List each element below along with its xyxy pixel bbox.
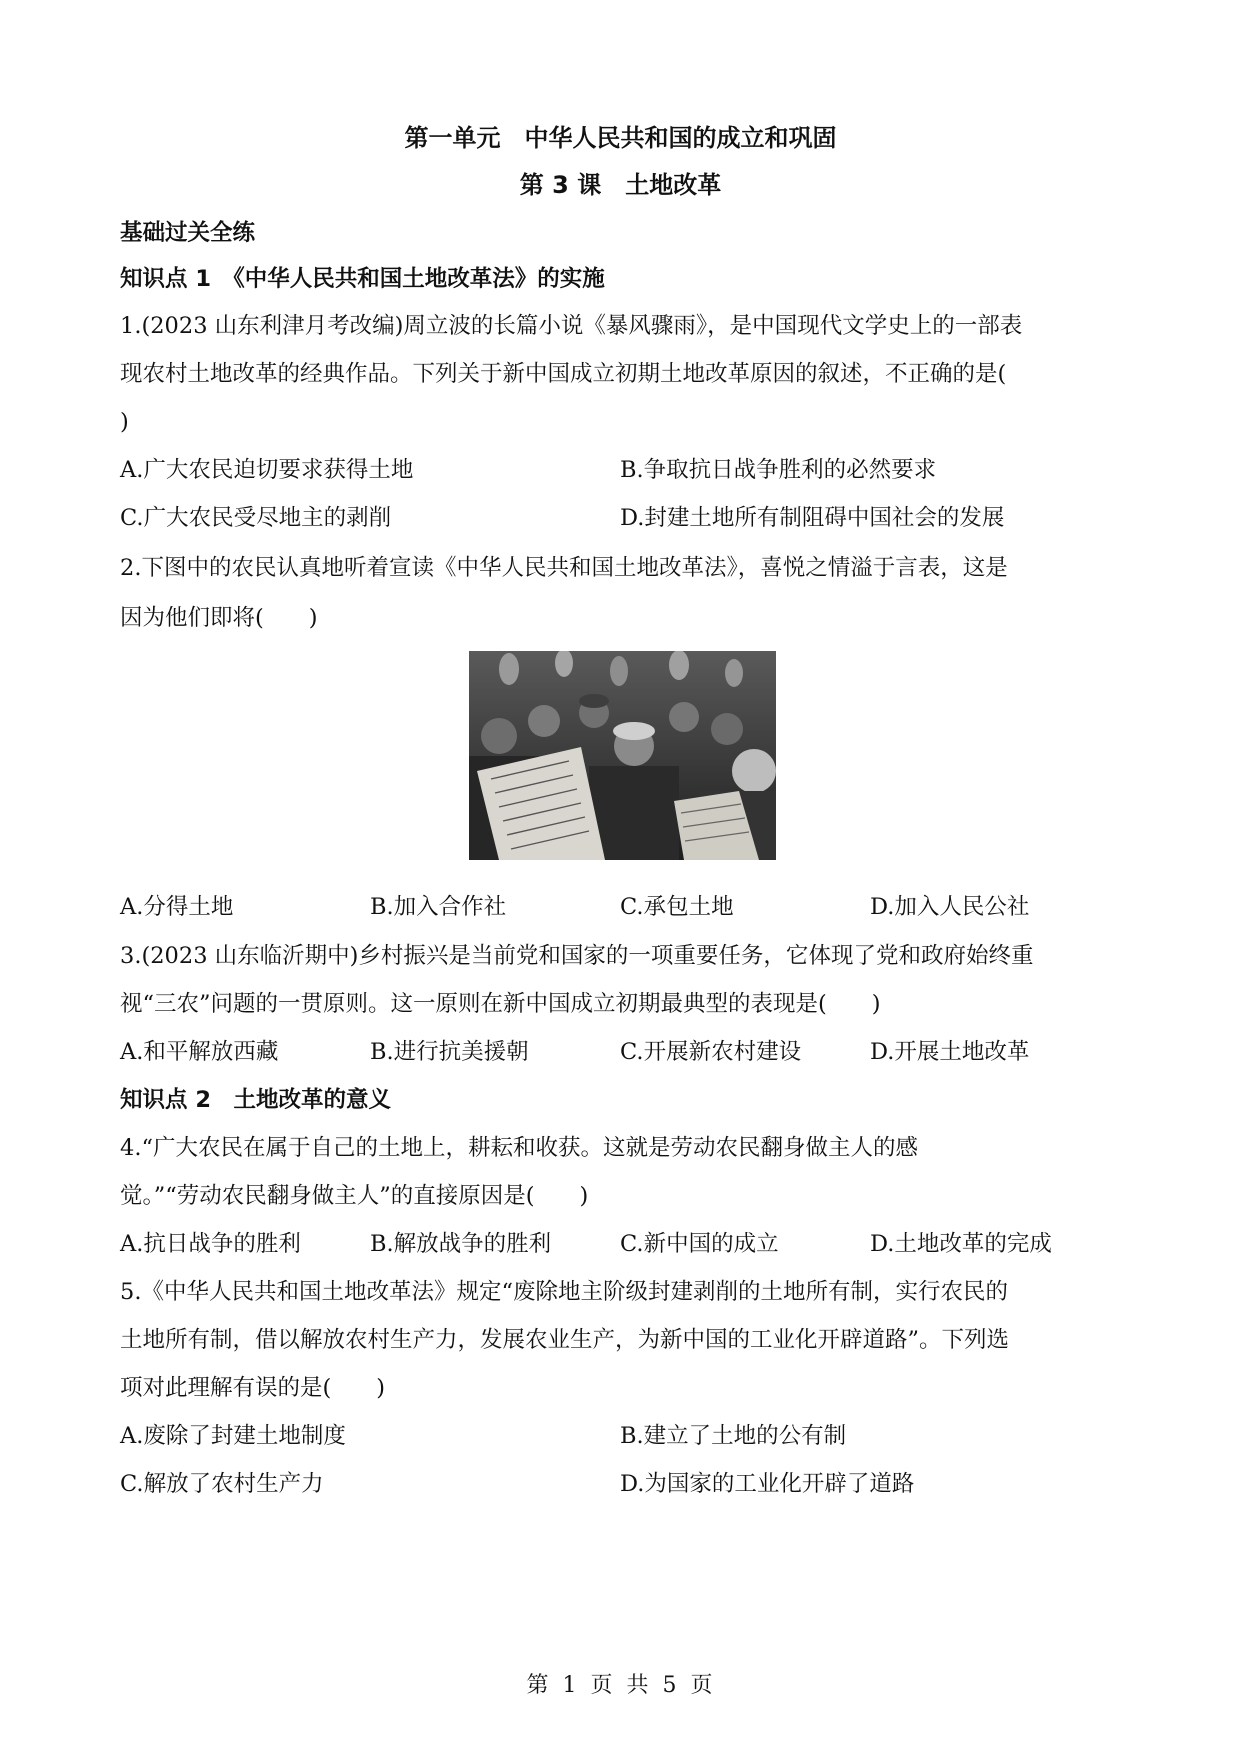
question-1-line-1: 1.(2023 山东利津月考改编)周立波的长篇小说《暴风骤雨》，是中国现代文学史上的一部表 (120, 313, 1023, 339)
page-number: 1 (562, 1673, 579, 1698)
question-3-line-1: 3.(2023 山东临沂期中)乡村振兴是当前党和国家的一项重要任务，它体现了党和政府始终重 (120, 943, 1034, 969)
question-4-line-2: 觉。”“劳动农民翻身做主人”的直接原因是( ) (120, 1183, 589, 1209)
knowledge-point-2: 知识点 2 土地改革的意义 (120, 1087, 391, 1113)
question-4-option-a: A.抗日战争的胜利 (120, 1231, 301, 1257)
total-label: 共 (626, 1673, 651, 1698)
question-1-line-3: ) (120, 409, 129, 435)
question-2-line-2: 因为他们即将( ) (120, 605, 318, 631)
total-unit: 页 (690, 1673, 715, 1698)
total-pages: 5 (662, 1673, 679, 1698)
question-5-option-d: D.为国家的工业化开辟了道路 (620, 1471, 915, 1497)
question-1-option-a: A.广大农民迫切要求获得土地 (120, 457, 414, 483)
question-4-option-c: C.新中国的成立 (620, 1231, 779, 1257)
knowledge-point-1: 知识点 1 《中华人民共和国土地改革法》的实施 (120, 266, 605, 292)
question-1-option-c: C.广大农民受尽地主的剥削 (120, 505, 392, 531)
question-2-option-b: B.加入合作社 (370, 894, 507, 920)
question-1-line-2: 现农村土地改革的经典作品。下列关于新中国成立初期土地改革原因的叙述，不正确的是( (120, 361, 1007, 387)
question-5-option-a: A.废除了封建土地制度 (120, 1423, 346, 1449)
question-5-line-2: 土地所有制，借以解放农村生产力，发展农业生产，为新中国的工业化开辟道路”。下列选 (120, 1327, 1010, 1353)
question-2-option-a: A.分得土地 (120, 894, 234, 920)
question-3-option-b: B.进行抗美援朝 (370, 1039, 529, 1065)
question-2-line-1: 2.下图中的农民认真地听着宣读《中华人民共和国土地改革法》，喜悦之情溢于言表，这是 (120, 555, 1008, 581)
question-1-option-d: D.封建土地所有制阻碍中国社会的发展 (620, 505, 1005, 531)
question-4-option-d: D.土地改革的完成 (870, 1231, 1052, 1257)
question-5-line-1: 5.《中华人民共和国土地改革法》规定“废除地主阶级封建剥削的土地所有制，实行农民的 (120, 1279, 1008, 1305)
question-5-option-c: C.解放了农村生产力 (120, 1471, 324, 1497)
unit-title: 第一单元 中华人民共和国的成立和巩固 (404, 124, 837, 152)
question-2-option-d: D.加入人民公社 (870, 894, 1030, 920)
question-4-option-b: B.解放战争的胜利 (370, 1231, 552, 1257)
farmers-land-reform-photo (469, 651, 776, 860)
question-3-line-2: 视“三农”问题的一贯原则。这一原则在新中国成立初期最典型的表现是( ) (120, 991, 881, 1017)
question-3-option-a: A.和平解放西藏 (120, 1039, 279, 1065)
question-3-option-d: D.开展土地改革 (870, 1039, 1030, 1065)
question-3-option-c: C.开展新农村建设 (620, 1039, 802, 1065)
question-5-option-b: B.建立了土地的公有制 (620, 1423, 847, 1449)
question-1-option-b: B.争取抗日战争胜利的必然要求 (620, 457, 937, 483)
question-4-line-1: 4.“广大农民在属于自己的土地上，耕耘和收获。这就是劳动农民翻身做主人的感 (120, 1135, 918, 1161)
question-2-option-c: C.承包土地 (620, 894, 734, 920)
lesson-title: 第 3 课 土地改革 (519, 171, 722, 199)
page-label: 第 (526, 1673, 551, 1698)
page-unit: 页 (590, 1673, 615, 1698)
question-5-line-3: 项对此理解有误的是( ) (120, 1375, 386, 1401)
section-title: 基础过关全练 (120, 220, 256, 246)
page-footer (0, 1668, 1241, 1699)
